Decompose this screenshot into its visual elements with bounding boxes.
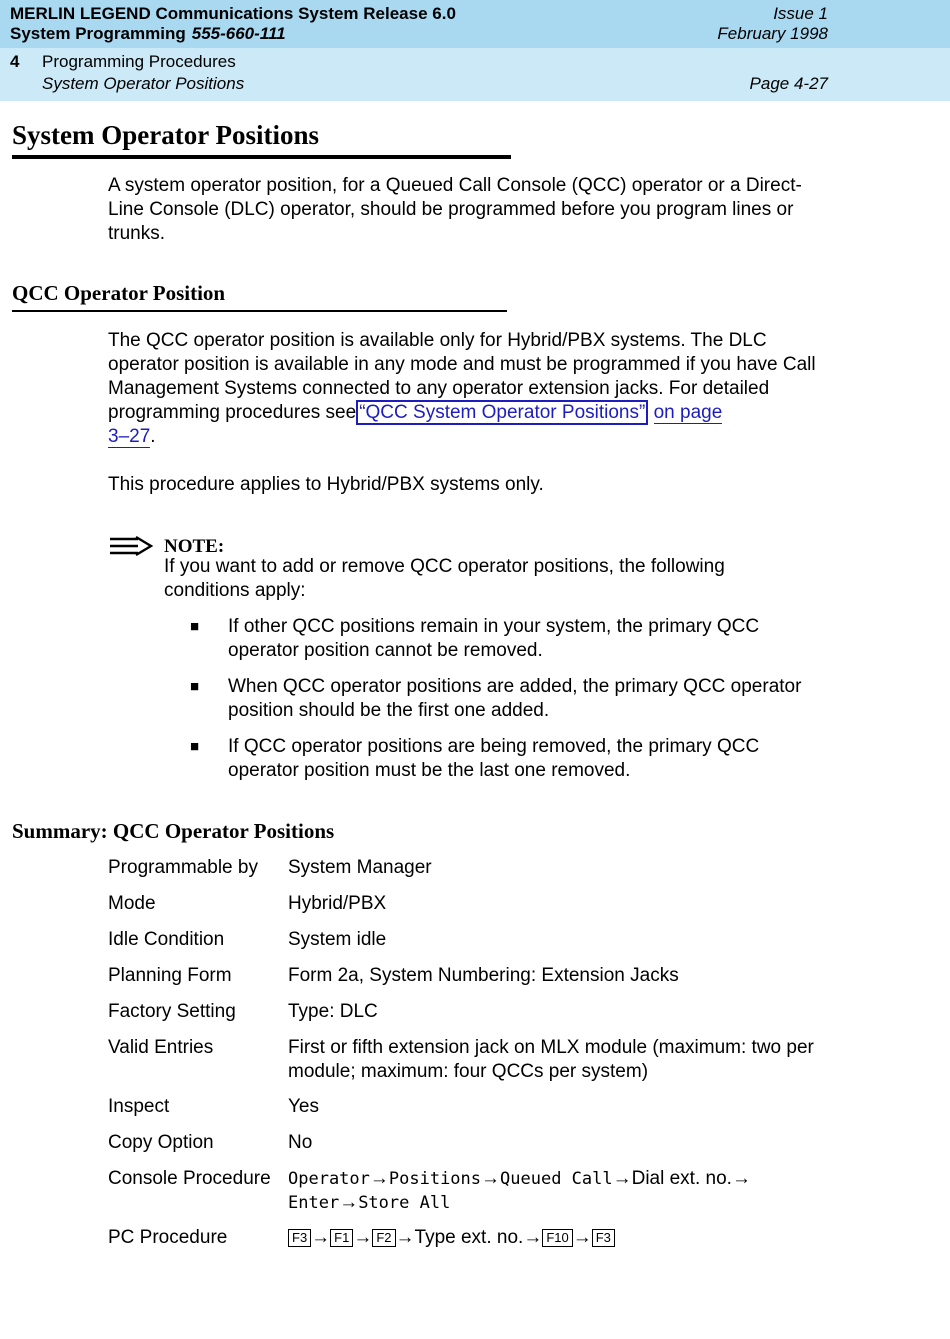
- summary-label: Console Procedure: [108, 1168, 271, 1189]
- subsection-heading: QCC Operator Position: [12, 281, 226, 305]
- heading-rule: [12, 155, 511, 159]
- document-subtitle: [10, 24, 286, 44]
- section-title: System Operator Positions: [42, 74, 245, 93]
- document-title: MERLIN LEGEND Communications System Release 6.0: [10, 4, 456, 23]
- console-step: Store All: [358, 1193, 451, 1213]
- intro-paragraph: A system operator position, for a Queued Call Console (QCC) operator or a Direct-Line Console (DLC) operator, should be programmed before you program lines or trunks.: [108, 175, 802, 244]
- paragraph-period: .: [150, 426, 156, 447]
- console-step: Positions: [388, 1169, 482, 1189]
- console-step: Queued Call: [500, 1169, 613, 1189]
- bullet-item: If QCC operator positions are being removed, the primary QCC operator position must be the last one removed.: [228, 736, 760, 781]
- summary-label: PC Procedure: [108, 1227, 228, 1248]
- summary-value: System idle: [288, 929, 387, 950]
- console-step: Operator: [288, 1169, 370, 1189]
- summary-value: First or fifth extension jack on MLX module (maximum: two per module; maximum: four QCCs per system): [288, 1037, 814, 1082]
- pc-procedure: [288, 1226, 828, 1250]
- page-number: Page 4-27: [749, 74, 828, 93]
- chapter-title: Programming Procedures: [42, 52, 236, 71]
- summary-label: Copy Option: [108, 1132, 214, 1153]
- function-key: F3: [288, 1229, 311, 1247]
- page-ref-link[interactable]: on page: [653, 402, 723, 423]
- arrow-icon: →: [369, 1168, 389, 1189]
- issue-label: Issue 1: [773, 4, 828, 23]
- summary-label: Programmable by: [108, 857, 258, 878]
- console-step: Dial ext. no.: [631, 1168, 732, 1189]
- arrow-icon: →: [731, 1168, 751, 1189]
- note-label: NOTE:: [164, 536, 225, 557]
- function-key: F3: [592, 1229, 615, 1247]
- bullet-item: When QCC operator positions are added, the primary QCC operator position should be the first one added.: [228, 676, 802, 721]
- function-key: F2: [372, 1229, 395, 1247]
- console-step: Enter: [288, 1193, 340, 1213]
- bullet-marker: ■: [190, 678, 200, 695]
- summary-label: Inspect: [108, 1096, 170, 1117]
- summary-value: System Manager: [288, 857, 432, 878]
- qcc-paragraph-text: The QCC operator position is available only for Hybrid/PBX systems. The DLC operator position is available in any mode and must be programmed if you have Call Management Systems connected to any operator extension jacks. For detailed programming procedures see: [108, 330, 816, 423]
- pc-step-text: Type ext. no.: [414, 1227, 524, 1248]
- summary-label: Planning Form: [108, 965, 232, 986]
- qcc-paragraph: [108, 329, 828, 449]
- hybrid-note-paragraph: This procedure applies to Hybrid/PBX systems only.: [108, 474, 544, 495]
- console-procedure: [288, 1167, 828, 1215]
- summary-heading: Summary: QCC Operator Positions: [12, 819, 335, 843]
- note-text: If you want to add or remove QCC operator positions, the following conditions apply:: [164, 556, 725, 601]
- arrow-icon: →: [395, 1227, 415, 1248]
- doc-number: 555-660-111: [191, 24, 286, 43]
- arrow-icon: →: [481, 1168, 501, 1189]
- qcc-positions-link[interactable]: “QCC System Operator Positions”: [356, 400, 648, 425]
- summary-label: Idle Condition: [108, 929, 225, 950]
- note-icon: [108, 535, 154, 557]
- summary-value: No: [288, 1132, 313, 1153]
- summary-label: Valid Entries: [108, 1037, 214, 1058]
- function-key: F1: [330, 1229, 353, 1247]
- bullet-marker: ■: [190, 738, 200, 755]
- chapter-number: 4: [10, 52, 20, 71]
- arrow-icon: →: [311, 1227, 331, 1248]
- arrow-icon: →: [523, 1227, 543, 1248]
- bullet-marker: ■: [190, 618, 200, 635]
- summary-value: Hybrid/PBX: [288, 893, 387, 914]
- summary-value: Type: DLC: [288, 1001, 378, 1022]
- page-number-link[interactable]: 3–27: [108, 426, 151, 447]
- bullet-item: If other QCC positions remain in your system, the primary QCC operator position cannot be removed.: [228, 616, 760, 661]
- page-heading: System Operator Positions: [12, 120, 319, 150]
- summary-value: Form 2a, System Numbering: Extension Jacks: [288, 965, 679, 986]
- arrow-icon: →: [572, 1227, 592, 1248]
- function-key: F10: [542, 1229, 572, 1247]
- summary-label: Factory Setting: [108, 1001, 236, 1022]
- arrow-icon: →: [353, 1227, 373, 1248]
- arrow-icon: →: [339, 1192, 359, 1213]
- subheading-rule: [12, 310, 507, 312]
- summary-value: Yes: [288, 1096, 319, 1117]
- subtitle-text: System Programming: [10, 24, 186, 43]
- arrow-icon: →: [612, 1168, 632, 1189]
- page-header: [0, 0, 950, 101]
- issue-date: February 1998: [717, 24, 828, 43]
- summary-label: Mode: [108, 893, 156, 914]
